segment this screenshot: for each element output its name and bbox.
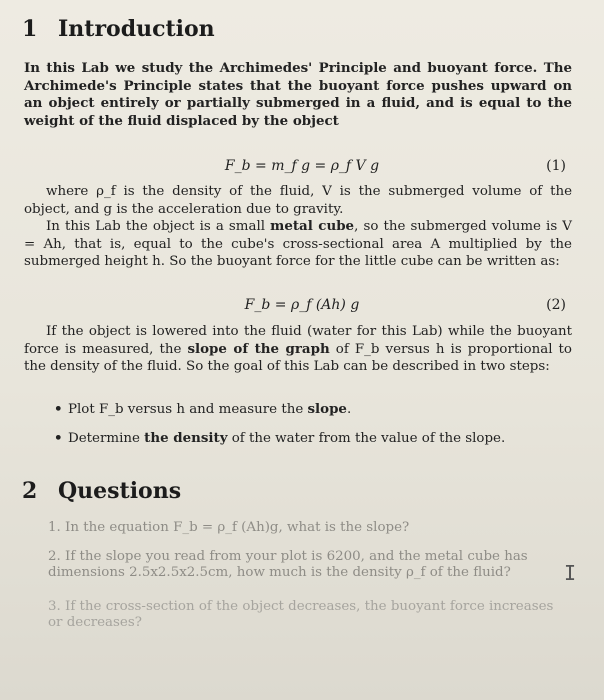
- bullet-1-end: .: [346, 402, 352, 417]
- lowered-text-bold: slope of the graph: [187, 340, 330, 357]
- equation-1-expression: F_b = m_f g = ρ_f V g: [224, 158, 380, 174]
- section-1-title: Introduction: [58, 16, 215, 42]
- bullet-item-2: [54, 430, 505, 447]
- where-text-1: where ρ_f is the density of the fluid, V is the submerged volume of the object, and g is the acceleration due to gravity.: [24, 184, 572, 217]
- cube-text-bold: metal cube: [270, 218, 355, 234]
- section-2-heading: [22, 478, 181, 504]
- section-2-number: 2: [22, 478, 38, 504]
- equation-2-expression: F_b = ρ_f (Ah) g: [244, 297, 360, 313]
- question-1: 1. In the equation F_b = ρ_f (Ah)g, what is the slope?: [48, 520, 410, 535]
- cube-text-1: In this Lab the object is a small: [46, 219, 271, 234]
- bullet-dot: •: [54, 401, 63, 417]
- section-1-number: 1: [22, 16, 38, 42]
- question-3: 3. If the cross-section of the object decreases, the buoyant force increases or decreases?: [48, 599, 554, 630]
- text-cursor-icon: I: [564, 561, 577, 585]
- bullet-item-1: [54, 401, 351, 418]
- section-2-title: Questions: [58, 478, 182, 504]
- bullet-2-end: of the water from the value of the slope.: [227, 431, 506, 446]
- lowered-text-2: of F_b versus h is proportional to the density of the fluid. So the goal of this Lab can be described in two steps:: [24, 341, 572, 374]
- metal-cube-paragraph: [24, 218, 572, 271]
- question-2: 2. If the slope you read from your plot is 6200, and the metal cube has dimensions 2.5x2.5x2.5cm, how much is the density ρ_f of the fluid?: [48, 549, 528, 580]
- bullet-dot: •: [54, 430, 63, 446]
- where-paragraph: [24, 183, 572, 218]
- equation-2-number: (2): [546, 297, 566, 313]
- bullet-2-bold: the density: [144, 430, 228, 446]
- cube-text-2: , so the submerged volume is V = Ah, that is, equal to the cube's cross-sectional area A multiplied by the submerged height h. So the buoyant force for the little cube can be written as:: [24, 219, 572, 269]
- lowered-text-1: If the object is lowered into the fluid (water for this Lab) while the buoyant force is measured, the: [24, 324, 572, 357]
- bullet-1-bold: slope: [307, 401, 347, 417]
- intro-paragraph: In this Lab we study the Archimedes' Principle and buoyant force. The Archimede's Principle states that the buoyant force pushes upward on an object entirely or partially submerged in a fluid, and is equal to the weight of the fluid displaced by the object: [24, 60, 572, 129]
- lowered-paragraph: [24, 323, 572, 376]
- equation-1-number: (1): [546, 158, 566, 174]
- section-1-heading: [22, 16, 215, 42]
- bullet-2-text: Determine: [68, 431, 145, 446]
- bullet-1-text: Plot F_b versus h and measure the: [68, 402, 308, 417]
